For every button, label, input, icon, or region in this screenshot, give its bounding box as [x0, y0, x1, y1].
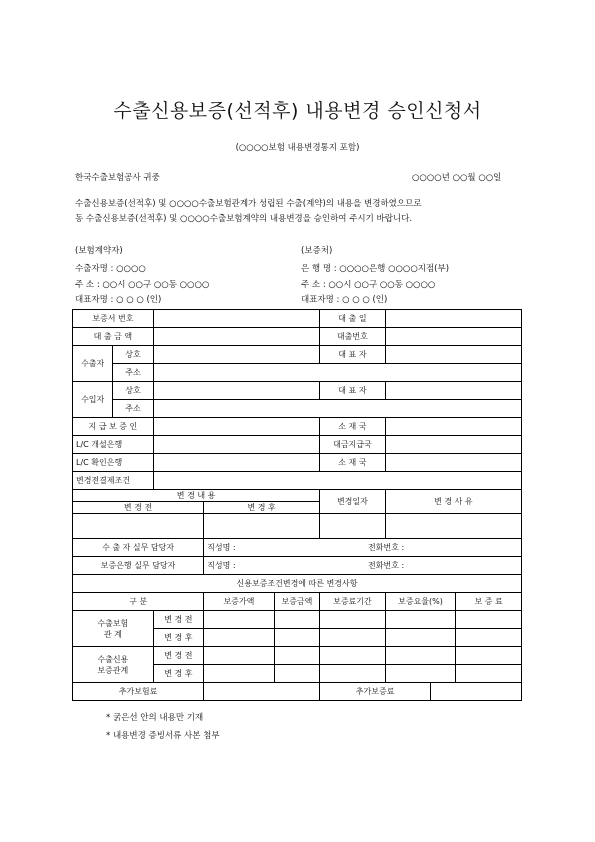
importer-trade-name-field[interactable] — [153, 382, 319, 400]
add-insurance-fee-field[interactable] — [204, 683, 320, 701]
shipment-terms-field[interactable] — [153, 472, 521, 490]
add-guarantee-fee-field[interactable] — [431, 683, 522, 701]
change-before-field[interactable] — [73, 514, 204, 539]
guarantor-bank: 은 행 명 : ○○○○은행 ○○○○지점(부) — [301, 264, 450, 274]
payment-bank-field[interactable] — [385, 436, 521, 454]
bank-staff-label: 보증은행 실무 담당자 — [73, 557, 204, 575]
ins-relation-line-2: 관 계 — [103, 629, 122, 639]
location-field[interactable] — [385, 418, 521, 436]
change-date-label: 변경일자 — [320, 490, 386, 514]
intro-line-2: 동 수출신용보증(선적후) 및 ○○○○수출보험계약의 내용변경을 승인하여 주시기 바랍니다. — [75, 214, 413, 224]
credit-after-amount[interactable] — [274, 665, 319, 683]
note-1: * 굵은선 안의 내용만 기재 — [106, 713, 204, 723]
ins-before-fee[interactable] — [456, 611, 522, 629]
importer-rep-label: 대 표 자 — [320, 382, 386, 400]
credit-before-amount[interactable] — [274, 647, 319, 665]
ins-before-period[interactable] — [320, 611, 386, 629]
add-guarantee-fee-label: 추가보증료 — [320, 683, 431, 701]
exporter-address-field[interactable] — [153, 364, 521, 382]
guarantor-header: (보증처) — [301, 246, 333, 256]
importer-label: 수입자 — [73, 382, 113, 418]
change-before-label: 변 경 전 — [73, 502, 204, 514]
exporter-address-label: 주소 — [113, 364, 153, 382]
credit-after-fee[interactable] — [456, 665, 522, 683]
ins-after-period[interactable] — [320, 629, 386, 647]
location-label: 소 재 국 — [320, 418, 386, 436]
confirm-location-label: 소 재 국 — [320, 454, 386, 472]
guarantor-rep: 대표자명 : ○ ○ ○ (인) — [301, 295, 388, 305]
loan-amount-label: 대 출 금 액 — [73, 328, 154, 346]
importer-rep-field[interactable] — [385, 382, 521, 400]
guarantee-no-field[interactable] — [153, 310, 319, 328]
page-title: 수출신용보증(선적후) 내용변경 승인신청서 — [113, 100, 482, 122]
ins-relation-label — [73, 611, 154, 647]
credit-before-value[interactable] — [204, 647, 275, 665]
ins-before-value[interactable] — [204, 611, 275, 629]
ins-after-label: 변 경 후 — [153, 629, 203, 647]
shipment-terms-label: 변경전결제조건 — [73, 472, 154, 490]
add-insurance-fee-label: 추가보험료 — [73, 683, 204, 701]
policyholder-rep: 대표자명 : ○ ○ ○ (인) — [75, 295, 162, 305]
note-2: * 내용변경 증빙서류 사본 첨부 — [106, 731, 220, 741]
exporter-label: 수출자 — [73, 346, 113, 382]
ins-after-value[interactable] — [204, 629, 275, 647]
col-guar-value: 보증가액 — [204, 593, 275, 611]
change-reason-label: 변 경 사 유 — [385, 490, 521, 514]
application-date: ○○○○년 ○○월 ○○일 — [412, 173, 502, 183]
importer-trade-name-label: 상호 — [113, 382, 153, 400]
importer-address-label: 주소 — [113, 400, 153, 418]
confirm-location-field[interactable] — [385, 454, 521, 472]
ins-relation-line-1: 수출보험 — [97, 618, 129, 628]
application-form-table — [72, 309, 522, 701]
exporter-staff-name[interactable]: 직성명 : — [204, 539, 365, 557]
lc-opening-bank-label: L/C 개설은행 — [73, 436, 154, 454]
loan-no-label: 대출번호 — [320, 328, 386, 346]
credit-relation-line-2: 보증관계 — [97, 665, 129, 675]
credit-after-label: 변 경 후 — [153, 665, 203, 683]
intro-line-1: 수출신용보증(선적후) 및 ○○○○수출보험관계가 성립된 수출(계약)의 내용을 변경하였으므로 — [75, 199, 422, 209]
col-guar-rate: 보증요율(%) — [385, 593, 456, 611]
credit-after-period[interactable] — [320, 665, 386, 683]
credit-before-rate[interactable] — [385, 647, 456, 665]
payment-bank-label: 대금지급국 — [320, 436, 386, 454]
col-category: 구 분 — [73, 593, 204, 611]
importer-address-field[interactable] — [153, 400, 521, 418]
payment-guarantor-field[interactable] — [153, 418, 319, 436]
credit-before-label: 변 경 전 — [153, 647, 203, 665]
loan-date-field[interactable] — [385, 310, 521, 328]
change-after-field[interactable] — [204, 514, 320, 539]
lc-confirm-bank-field[interactable] — [153, 454, 319, 472]
policyholder-header: (보험계약자) — [75, 246, 123, 256]
loan-amount-field[interactable] — [153, 328, 319, 346]
ins-after-amount[interactable] — [274, 629, 319, 647]
col-guar-period: 보증료기간 — [320, 593, 386, 611]
bank-staff-name[interactable]: 직성명 : — [204, 557, 365, 575]
col-guar-amount: 보증금액 — [274, 593, 319, 611]
policyholder-address: 주 소 : ○○시 ○○구 ○○동 ○○○○ — [75, 280, 210, 290]
credit-relation-label — [73, 647, 154, 683]
policyholder-exporter: 수출자명 : ○○○○ — [75, 264, 146, 274]
credit-after-rate[interactable] — [385, 665, 456, 683]
credit-relation-line-1: 수출신용 — [97, 654, 129, 664]
col-guar-fee: 보 증 료 — [456, 593, 522, 611]
ins-before-label: 변 경 전 — [153, 611, 203, 629]
ins-after-rate[interactable] — [385, 629, 456, 647]
loan-no-field[interactable] — [385, 328, 521, 346]
credit-before-fee[interactable] — [456, 647, 522, 665]
exporter-trade-name-label: 상호 — [113, 346, 153, 364]
change-reason-field[interactable] — [385, 514, 521, 539]
section-header: 신용보증조건변경에 따른 변경사항 — [73, 575, 522, 593]
guarantor-address: 주 소 : ○○시 ○○구 ○○동 ○○○○ — [301, 280, 436, 290]
loan-date-label: 대 출 일 — [320, 310, 386, 328]
credit-after-value[interactable] — [204, 665, 275, 683]
change-content-label: 변 경 내 용 — [73, 490, 320, 502]
credit-before-period[interactable] — [320, 647, 386, 665]
exporter-trade-name-field[interactable] — [153, 346, 319, 364]
exporter-rep-field[interactable] — [385, 346, 521, 364]
ins-before-rate[interactable] — [385, 611, 456, 629]
exporter-rep-label: 대 표 자 — [320, 346, 386, 364]
exporter-staff-phone[interactable]: 전화번호 : — [365, 539, 521, 557]
ins-before-amount[interactable] — [274, 611, 319, 629]
ins-after-fee[interactable] — [456, 629, 522, 647]
addressee: 한국수출보험공사 귀중 — [75, 173, 160, 183]
bank-staff-phone[interactable]: 전화번호 : — [365, 557, 521, 575]
lc-opening-bank-field[interactable] — [153, 436, 319, 454]
page-subtitle: (○○○○보험 내용변경통지 포함) — [235, 143, 360, 153]
change-date-field[interactable] — [320, 514, 386, 539]
exporter-staff-label: 수 출 자 실무 담당자 — [73, 539, 204, 557]
change-after-label: 변 경 후 — [204, 502, 320, 514]
guarantee-no-label: 보증서 번호 — [73, 310, 154, 328]
lc-confirm-bank-label: L/C 확인은행 — [73, 454, 154, 472]
payment-guarantor-label: 지 급 보 증 인 — [73, 418, 154, 436]
